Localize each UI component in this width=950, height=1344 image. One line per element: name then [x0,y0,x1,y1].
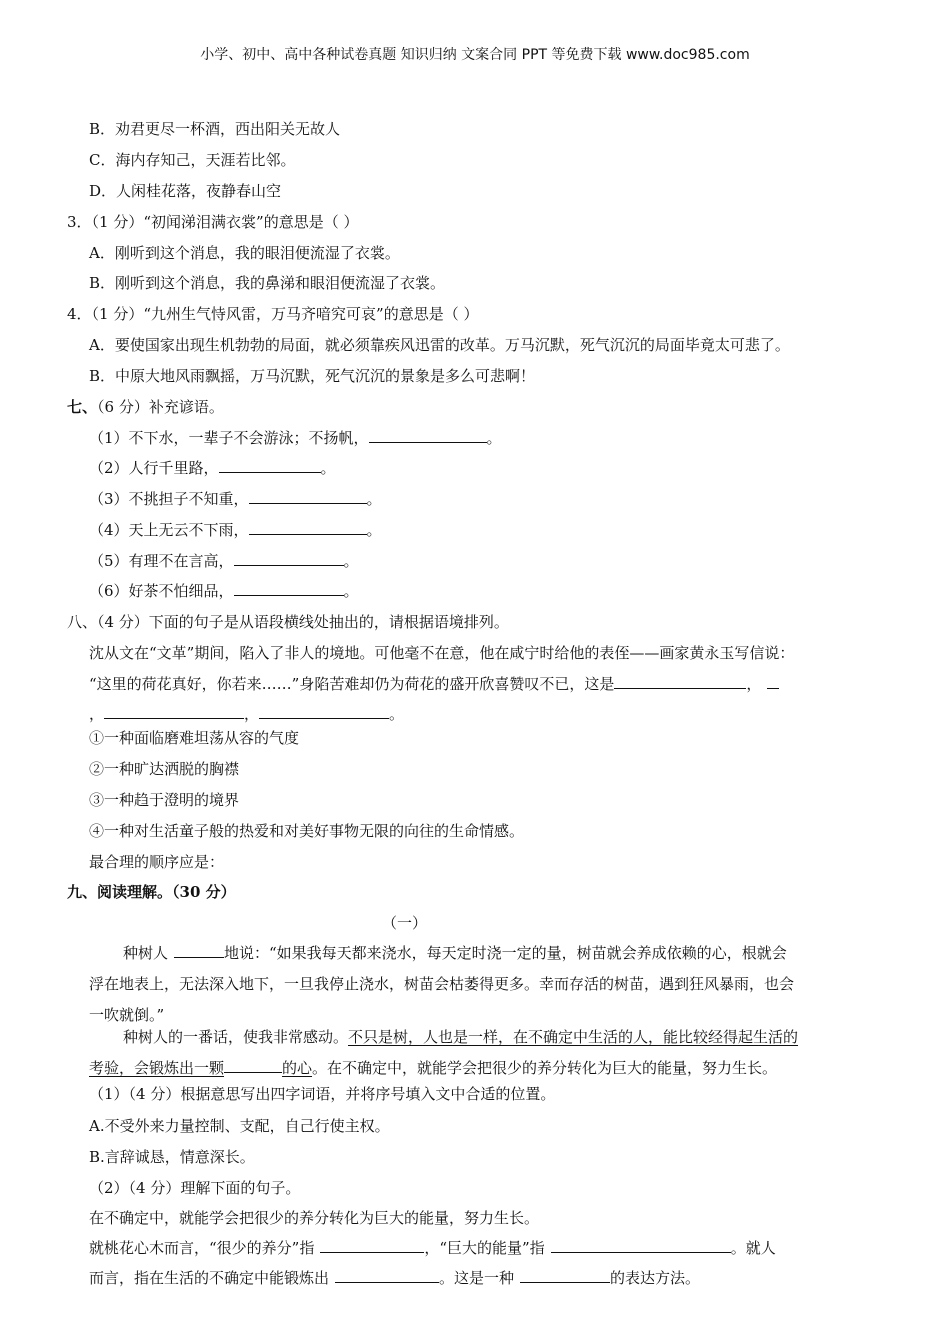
question-9-1: （1）（4 分）根据意思写出四字词语，并将序号填入文中合适的位置。 [89,1085,556,1103]
reading-para-1-line-1: 种树人 地说：“如果我每天都来浇水，每天定时浇一定的量，树苗就会养成依赖的心，根就会 [123,944,787,962]
answer-blank[interactable] [320,1238,424,1253]
answer-blank[interactable] [520,1268,610,1283]
proverb-item-3: （3）不挑担子不知重， 。 [89,490,382,508]
answer-blank[interactable] [551,1238,731,1253]
answer-blank[interactable] [614,674,746,689]
sentence-option-1: ①一种面临磨难坦荡从容的气度 [89,729,300,747]
answer-blank[interactable] [234,581,344,596]
reading-para-1-line-3: 一吹就倒。” [89,1006,165,1024]
proverb-item-6: （6）好茶不怕细品， 。 [89,582,359,600]
question-4: 4．（1 分）“九州生气恃风雷，万马齐喑究可哀”的意思是（ ） [67,305,479,323]
q9-2-sentence: 在不确定中，就能学会把很少的养分转化为巨大的能量，努力生长。 [89,1209,540,1227]
section-7-heading: 七、（6 分）补充谚语。 [67,398,224,416]
reading-para-1-line-2: 浮在地表上，无法深入地下，一旦我停止浇水，树苗会枯萎得更多。幸而存活的树苗，遇到狂风暴雨，也会 [89,975,795,993]
sentence-option-3: ③一种趋于澄明的境界 [89,791,240,809]
proverb-item-1: （1）不下水，一辈子不会游泳；不扬帆， 。 [89,429,502,447]
passage-line-1: 沈从文在“文革”期间，陷入了非人的境地。可他毫不在意，他在咸宁时给他的表侄——画家黄永玉写信说： [89,644,795,662]
reading-para-2-line-2: 考验，会锻炼出一颗 的心。在不确定中，就能学会把很少的养分转化为巨大的能量，努力生长。 [89,1059,778,1077]
answer-blank[interactable] [335,1268,439,1283]
subsection-title: （一） [382,914,428,932]
answer-blank[interactable] [104,704,244,719]
page-header: 小学、初中、高中各种试卷真题 知识归纳 文案合同 PPT 等免费下载 www.doc985.com [200,47,750,63]
question-9-2: （2）（4 分）理解下面的句子。 [89,1179,301,1197]
passage-line-2: “这里的荷花真好，你若来……”身陷苦难却仍为荷花的盛开欣喜赞叹不已，这是 ， [89,674,779,694]
reading-para-2-line-1: 种树人的一番话，使我非常感动。不只是树，人也是一样，在不确定中生活的人，能比较经得起生活的 [123,1028,799,1046]
answer-blank[interactable] [259,704,389,719]
q2-option-b: B．劝君更尽一杯酒，西出阳关无故人 [89,120,341,138]
answer-blank[interactable] [369,428,487,443]
proverb-item-5: （5）有理不在言高， 。 [89,552,359,570]
answer-blank[interactable] [224,1058,282,1073]
q9-1-option-a: A.不受外来力量控制、支配，自己行使主权。 [89,1117,390,1135]
answer-prompt: 最合理的顺序应是： [89,853,225,871]
section-9-heading: 九、阅读理解。（30 分） [67,883,236,901]
q3-option-b: B．刚听到这个消息，我的鼻涕和眼泪便流湿了衣裳。 [89,274,446,292]
q4-option-a: A．要使国家出现生机勃勃的局面，就必须靠疾风迅雷的改革。万马沉默，死气沉沉的局面毕竟太可悲了。 [89,336,790,354]
answer-blank[interactable] [249,520,367,535]
q4-option-b: B．中原大地风雨飘摇，万马沉默，死气沉沉的景象是多么可悲啊！ [89,367,536,385]
proverb-item-2: （2）人行千里路， 。 [89,459,336,477]
q9-1-option-b: B.言辞诚恳，情意深长。 [89,1148,255,1166]
q2-option-d: D．人闲桂花落，夜静春山空 [89,182,282,200]
q9-2-line-1: 就桃花心木而言，“很少的养分”指 ，“巨大的能量”指 。就人 [89,1239,776,1257]
proverb-item-4: （4）天上无云不下雨， 。 [89,521,382,539]
answer-blank[interactable] [219,458,321,473]
section-8-heading: 八、（4 分）下面的句子是从语段横线处抽出的，请根据语境排列。 [67,613,509,631]
q3-option-a: A．刚听到这个消息，我的眼泪便流湿了衣裳。 [89,244,400,262]
passage-line-3: ， ， 。 [89,705,405,723]
answer-blank[interactable] [234,551,344,566]
answer-blank[interactable] [249,489,367,504]
sentence-option-2: ②一种旷达洒脱的胸襟 [89,760,240,778]
answer-blank[interactable] [767,674,779,689]
answer-blank[interactable] [174,943,224,958]
question-3: 3．（1 分）“初闻涕泪满衣裳”的意思是（ ） [67,213,359,231]
q9-2-line-2: 而言，指在生活的不确定中能锻炼出 。这是一种 的表达方法。 [89,1269,701,1287]
q2-option-c: C．海内存知己，天涯若比邻。 [89,151,296,169]
sentence-option-4: ④一种对生活童子般的热爱和对美好事物无限的向往的生命情感。 [89,822,525,840]
